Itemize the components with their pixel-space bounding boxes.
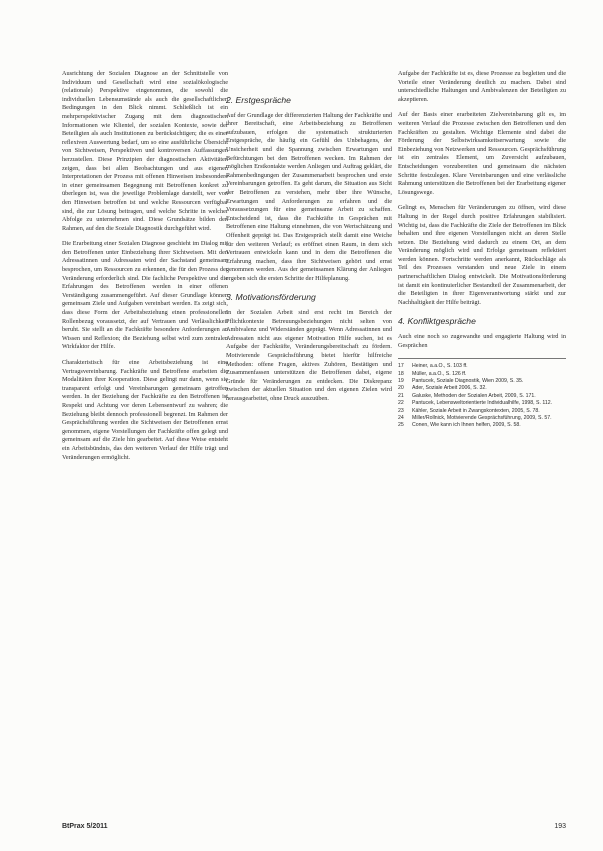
text-column-1 [62, 70, 228, 469]
paragraph: Die Erarbeitung einer Sozialen Diagnose geschieht im Dialog mit den Betroffenen unter Einbeziehung ihrer Sichtweisen. Mit den Adressatinnen und Adressaten wird der Sachstand gemeinsam besprochen, um Ressourcen zu erkennen, die für den Prozess der Veränderung erforderlich sind. Die fachliche Perspektive und die Erfahrungen des Betroffenen werden in einer offenen Verständigung zusammengeführt. Auf dieser Grundlage können gemeinsam Ziele und Aufgaben vereinbart werden. Es zeigt sich, dass diese Form der Arbeitsbeziehung einen professionellen Rollenbezug voraussetzt, der auf Vertrauen und Verlässlichkeit beruht. Sie stellt an die Fachkräfte besondere Anforderungen an Wissen und Reflexion; die Beziehung selbst wird zum zentralen Wirkfaktor der Hilfe. [62, 240, 228, 351]
section-heading: 3. Motivationsförderung [226, 292, 316, 303]
paragraph: Ausrichtung der Sozialen Diagnose an der Schnittstelle von Individuum und Gesellschaft wird eine sozialökologische (relationale) Perspektive eingenommen, die sowohl die individuellen Lebensumstände als auch die gesellschaftlichen Bedingungen in den Blick nimmt. Schließlich ist ein mehrperspektivischer Zugang mit dem diagnostischen Informationen wie Klientel, der sozialen Kontexte, sowie der Beteiligten als auch Institutionen zu berücksichtigen; die es einer reflexiven Auswertung bedarf, um so eine ausführliche Übersicht von Sichtweisen, Perspektiven und kontroversen Auffassungen herzustellen. Diese Prinzipien der diagnostischen Aktivitäten zeigen, dass bei allen Beobachtungen und aus eigenen Interpretationen der Prozess mit offenen Hinweisen insbesondere in einer gemeinsamen Begegnung mit Betroffenen konkret zu überlegen ist, was die jeweilige Problemlage darstellt, wer von den Hinweisen betroffen ist und welche Ressourcen verfügbar sind, die zur Lösung beitragen, und welche Schritte in welcher Abfolge zu unternehmen sind. Diese Grundsätze bilden den Rahmen, auf den die Soziale Diagnostik durchgeführt wird. [62, 70, 228, 232]
page-number: 193 [554, 823, 566, 830]
footnote: 23 Kähler, Soziale Arbeit in Zwangskontexten, 2005, S. 78. [398, 407, 540, 414]
section-heading: 4. Konfliktgespräche [398, 316, 476, 327]
footnote: 24 Miller/Rollnick, Motivierende Gesprächsführung, 2009, S. 57. [398, 415, 552, 422]
footnote: 25 Conen, Wie kann ich Ihnen helfen, 2009, S. 58. [398, 422, 521, 429]
text-column-3 [398, 70, 566, 430]
page-footer [62, 823, 566, 833]
footnote: 20 Ader, Soziale Arbeit 2006, S. 32. [398, 385, 487, 392]
footnote: 18 Müller, a.a.O., S. 126 ff. [398, 370, 467, 377]
footnote: 22 Pantucek, Lebensweltorientierte Individualhilfe, 1998, S. 112. [398, 400, 553, 407]
text-column-2 [226, 70, 392, 411]
section-heading: 2. Erstgespräche [226, 95, 291, 105]
footnote: 19 Pantucek, Soziale Diagnostik, Wien 2009, S. 35. [398, 378, 524, 385]
footnote: 17 Heiner, a.a.O., S. 103 ff. [398, 363, 468, 370]
paragraph: Auf der Grundlage der differenzierten Haltung der Fachkräfte und ihrer Bereitschaft, eine Arbeitsbeziehung zu Betroffenen aufzubauen, erfolgen die systematisch strukturierten Erstgespräche, die häufig ein Gefühl des Unbehagens, der Unsicherheit und die Spannung zwischen Erwartungen und Befürchtungen bei den Betroffenen wecken. Im Rahmen der möglichen Erstkontakte werden Anliegen und Auftrag geklärt, die Rahmenbedingungen der Zusammenarbeit besprochen und erste Vereinbarungen getroffen. Es geht darum, die Situation aus Sicht der Betroffenen zu verstehen, mehr über ihre Wünsche, Erwartungen und Anforderungen zu erfahren und die Voraussetzungen für eine gemeinsame Arbeit zu schaffen. Entscheidend ist, dass die Fachkräfte in Gesprächen mit Betroffenen eine Haltung einnehmen, die von Wertschätzung und Offenheit geprägt ist. Das Erstgespräch stellt damit eine Weiche für den weiteren Verlauf; es eröffnet einen Raum, in dem sich Vertrauen entwickeln kann und in dem die Betroffenen die Erfahrung machen, dass ihre Sichtweisen gehört und ernst genommen werden. Aus der gemeinsamen Klärung der Anliegen ergeben sich die ersten Schritte der Hilfeplanung. [226, 111, 392, 282]
footnote: 21 Galuske, Methoden der Sozialen Arbeit, 2009, S. 171. [398, 392, 536, 399]
paragraph: Aufgabe der Fachkräfte ist es, diese Prozesse zu begleiten und die Vorteile einer Veränderung deutlich zu machen. Dabei sind unterschiedliche Haltungen und Ambivalenzen der Beteiligten zu akzeptieren. [398, 70, 566, 103]
footnotes [398, 358, 566, 430]
journal-name: BtPrax 5/2011 [62, 823, 108, 830]
paragraph: Gelingt es, Menschen für Veränderungen zu öffnen, wird diese Haltung in der Regel durch positive Erfahrungen stabilisiert. Wichtig ist, dass die Fachkräfte die Ziele der Betroffenen im Blick behalten und ihre eigenen Vorstellungen nicht an deren Stelle setzen. Die Beziehung wird dadurch zu einem Ort, an dem Veränderung möglich wird und Erfolge gemeinsam reflektiert werden können. Fortschritte werden anerkannt, Rückschläge als Teil des Prozesses verstanden und neue Ziele in einem partnerschaftlichen Dialog entwickelt. Die Motivationsförderung ist damit ein kontinuierlicher Bestandteil der Zusammenarbeit, der die Beteiligten in ihrer Eigenverantwortung stärkt und zur Nachhaltigkeit der Hilfe beiträgt. [398, 204, 566, 306]
paragraph: Auch eine noch so zugewandte und engagierte Haltung wird in Gesprächen [398, 333, 566, 349]
paragraph: Auf der Basis einer erarbeiteten Zielvereinbarung gilt es, im weiteren Verlauf die Prozesse zwischen den Betroffenen und den Fachkräften zu gestalten. Wichtige Elemente sind dabei die Förderung der Selbstwirksamkeitserwartung sowie die Einbeziehung von Netzwerken und Ressourcen. Gesprächsführung ist ein zentrales Element, um Zuversicht aufzubauen, Entscheidungen vorzubereiten und gemeinsam die nächsten Schritte festzulegen. Klare Vereinbarungen und eine verlässliche Rahmung unterstützen die Betroffenen bei der Erarbeitung eigener Lösungswege. [398, 111, 566, 196]
paragraph: Charakteristisch für eine Arbeitsbeziehung ist eine Vertragsvereinbarung. Fachkräfte und Betroffene erarbeiten die Modalitäten ihrer Kooperation. Diese gelingt nur dann, wenn sie transparent erfolgt und Vereinbarungen gemeinsam getroffen werden. In der Beziehung der Fachkräfte zu den Betroffenen ist Respekt und Achtung vor deren Lebensentwurf zu wahren; die Beziehung bleibt dennoch professionell begrenzt. Im Rahmen der Gesprächsführung werden die Sichtweisen der Betroffenen ernst genommen, eigene Vorstellungen der Fachkräfte offen gelegt und gemeinsam auf die Ziele hin gearbeitet. Auf diese Weise entsteht ein Arbeitsbündnis, das den weiteren Verlauf der Hilfe trägt und Veränderungen ermöglicht. [62, 359, 228, 461]
paragraph: In der Sozialen Arbeit sind erst recht im Bereich der Pflichtkontexte Betreuungsbeziehungen nicht selten von Ambivalenz und Widerständen geprägt. Wenn Adressatinnen und Adressaten nicht aus eigener Motivation Hilfe suchen, ist es Aufgabe der Fachkräfte, Veränderungsbereitschaft zu fördern. Motivierende Gesprächsführung bietet hierfür hilfreiche Methoden: offene Fragen, aktives Zuhören, Bestätigen und Zusammenfassen unterstützen die Betroffenen dabei, eigene Gründe für Veränderungen zu entdecken. Die Diskrepanz zwischen der aktuellen Situation und den eigenen Zielen wird herausgearbeitet, ohne Druck auszuüben. [226, 309, 392, 402]
